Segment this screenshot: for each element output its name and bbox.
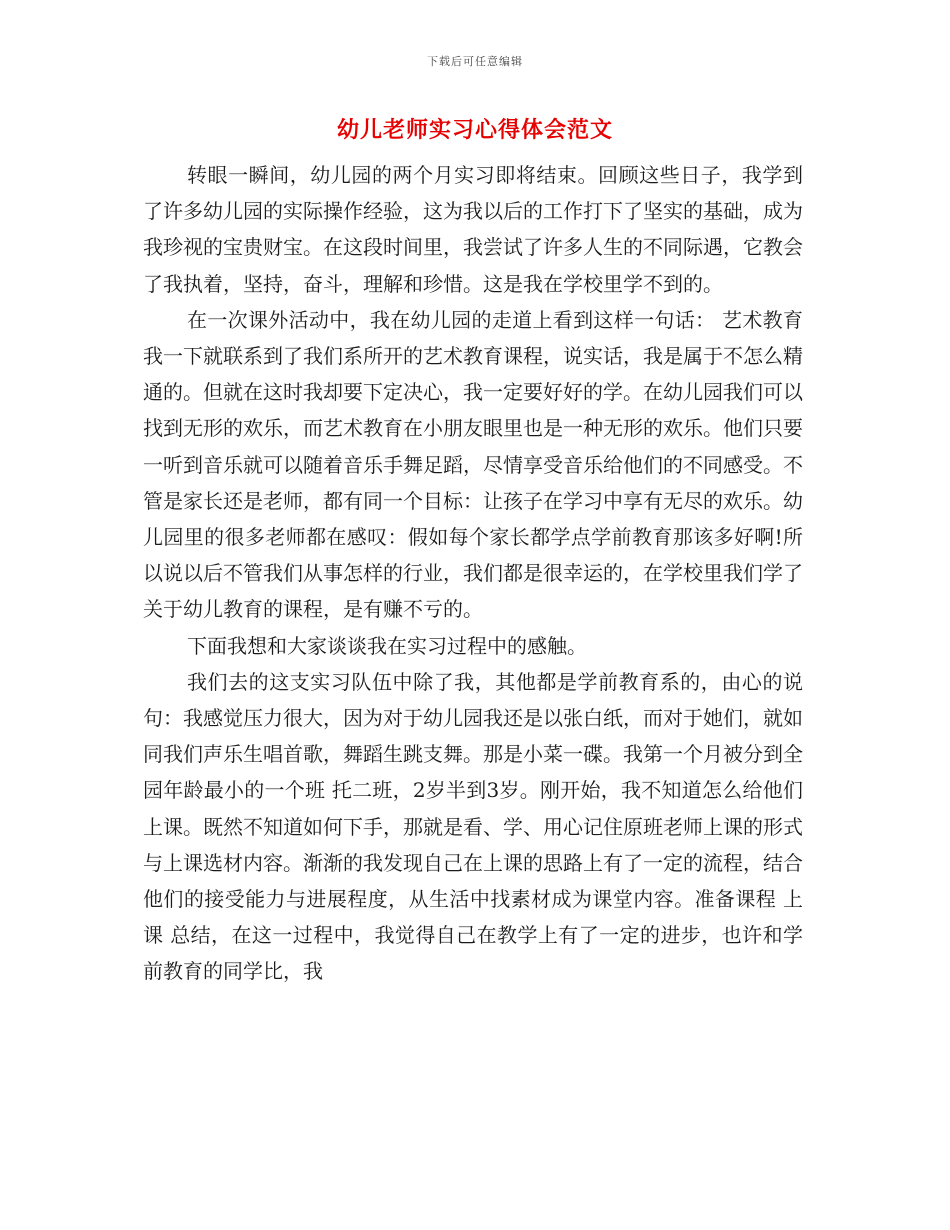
paragraph-1: 转眼一瞬间，幼儿园的两个月实习即将结束。回顾这些日子，我学到了许多幼儿园的实际操作经验，这为我以后的工作打下了坚实的基础，成为我珍视的宝贵财宝。在这段时间里，我尝试了许多人生的不同际遇，它教会了我执着，坚持，奋斗，理解和珍惜。这是我在学校里学不到的。 (143, 163, 803, 296)
paragraph-2: 在一次课外活动中，我在幼儿园的走道上看到这样一句话： 艺术教育 我一下就联系到了我们系所开的艺术教育课程，说实话，我是属于不怎么精通的。但就在这时我却要下定决心，我一定要好好的学。在幼儿园我们可以找到无形的欢乐，而艺术教育在小朋友眼里也是一种无形的欢乐。他们只要一听到音乐就可以随着音乐手舞足蹈，尽情享受音乐给他们的不同感受。不管是家长还是老师，都有同一个目标：让孩子在学习中享有无尽的欢乐。幼儿园里的很多老师都在感叹：假如每个家长都学点学前教育那该多好啊!所以说以后不管我们从事怎样的行业，我们都是很幸运的，在学校里我们学了关于幼儿教育的课程，是有赚不亏的。 (143, 307, 803, 622)
paragraph-4: 我们去的这支实习队伍中除了我，其他都是学前教育系的，由心的说句：我感觉压力很大，因为对于幼儿园我还是以张白纸，而对于她们，就如同我们声乐生唱首歌，舞蹈生跳支舞。那是小菜一碟。我第一个月被分到全园年龄最小的一个班 托二班，2岁半到3岁。刚开始，我不知道怎么给他们上课。既然不知道如何下手，那就是看、学、用心记住原班老师上课的形式与上课选材内容。渐渐的我发现自己在上课的思路上有了一定的流程，结合他们的接受能力与进展程度，从生活中找素材成为课堂内容。准备课程 上课 总结，在这一过程中，我觉得自己在教学上有了一定的进步，也许和学前教育的同学比，我 (143, 669, 803, 984)
paragraph-3: 下面我想和大家谈谈我在实习过程中的感触。 (187, 633, 587, 658)
header-note: 下载后可任意编辑 (427, 55, 523, 68)
document-title: 幼儿老师实习心得体会范文 (336, 118, 613, 143)
document-body (143, 157, 803, 990)
